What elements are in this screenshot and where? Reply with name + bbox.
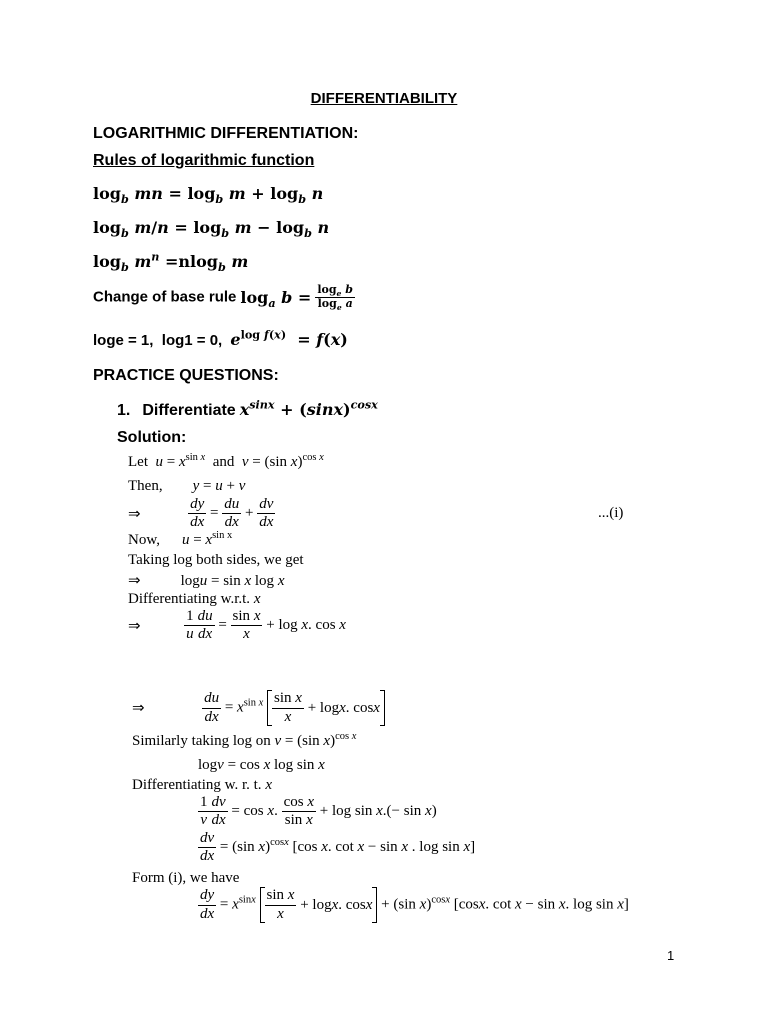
- sol-let-line: Let $u = x^{sin x}$ and v = (sin x)$^{cos x}$: [128, 452, 324, 470]
- question-1: 1. Differentiate $x^{sinx} + (\sin x)^{cosx}$: [117, 397, 378, 419]
- sol-diff-wrt-2: Differentiating w. r. t. x: [132, 777, 272, 793]
- sol-similarly: Similarly taking log on v = (sin x)$^{cos x}$: [132, 731, 357, 749]
- question-number: 1.: [117, 402, 131, 419]
- log-power-rule: $\log_b m^n =nlog_b$ m: [93, 249, 249, 275]
- change-of-base-label: Change of base rule: [93, 288, 237, 306]
- sol-diff-wrt-1: Differentiating w.r.t. x: [128, 591, 261, 607]
- log-identities: loge = 1, log1 = 0, $e^{log f(x)} = f(x)$: [93, 327, 348, 349]
- question-text: Differentiate: [142, 402, 236, 419]
- log-product-rule: $\log_b$ mn = $\log_b m + \log_b n$: [93, 184, 324, 207]
- sol-dv-line: $\frac{1}{v}$ $\frac{dv}{dx}$ = cos x. $\frac{\text{cos x}}{\text{sin x}}$ + log sin x.(− sin x): [200, 794, 437, 829]
- sol-dv-result: $\frac{dv}{dx}$ = (sin x)$^{cosx}$ [cos x. cot x − sin x . log sin x]: [200, 830, 476, 865]
- sol-dydx-line: ⇒ $\frac{dy}{dx}$ = $\frac{du}{dx}$ + $\frac{dv}{dx}$: [128, 496, 274, 531]
- sol-now-line: Now, $u = x^{sin x}$: [128, 530, 233, 548]
- sol-final-result: $\frac{dy}{dx}$ = $x^{sinx}$ $\frac{\text{sin x}}{x}$ + log x . cos x + (sin x)$^{cosx}$ [cosx. cot x − sin x. log sin x]: [200, 887, 629, 922]
- solution-label: Solution:: [117, 429, 187, 446]
- sol-du-result: ⇒ $\frac{du}{dx}$ = $x^{sin x}$ $\frac{\text{sin x}}{x}$ + log x . cos x: [132, 690, 385, 726]
- sol-taking-log: Taking log both sides, we get: [128, 552, 304, 568]
- section-heading: LOGARITHMIC DIFFERENTIATION:: [93, 125, 359, 142]
- sol-then-line: Then, y = u + v: [128, 478, 246, 494]
- page-title: DIFFERENTIABILITY: [310, 90, 458, 107]
- change-of-base-rule: Change of base rule $\log_a b$ = $\frac{\log_e b}{\log_e a}$: [93, 283, 353, 312]
- sol-du-line: ⇒ $\frac{1}{u}$ $\frac{du}{dx}$ = $\frac{\text{sin x}}{x}$ + log x. cos x: [128, 608, 346, 643]
- sol-log-v-line: logv = cos x log sin x: [198, 757, 325, 773]
- equation-ref: ...(i): [598, 505, 624, 521]
- page-number: 1: [667, 948, 675, 963]
- rules-heading: Rules of logarithmic function: [93, 152, 315, 169]
- practice-heading: PRACTICE QUESTIONS:: [93, 367, 279, 384]
- log-quotient-rule: $\log_b m/n = \log_b m - \log_b n$: [93, 218, 330, 241]
- sol-log-u-line: ⇒ logu = sin x log x: [128, 573, 285, 589]
- sol-form-i: Form (i), we have: [132, 870, 240, 886]
